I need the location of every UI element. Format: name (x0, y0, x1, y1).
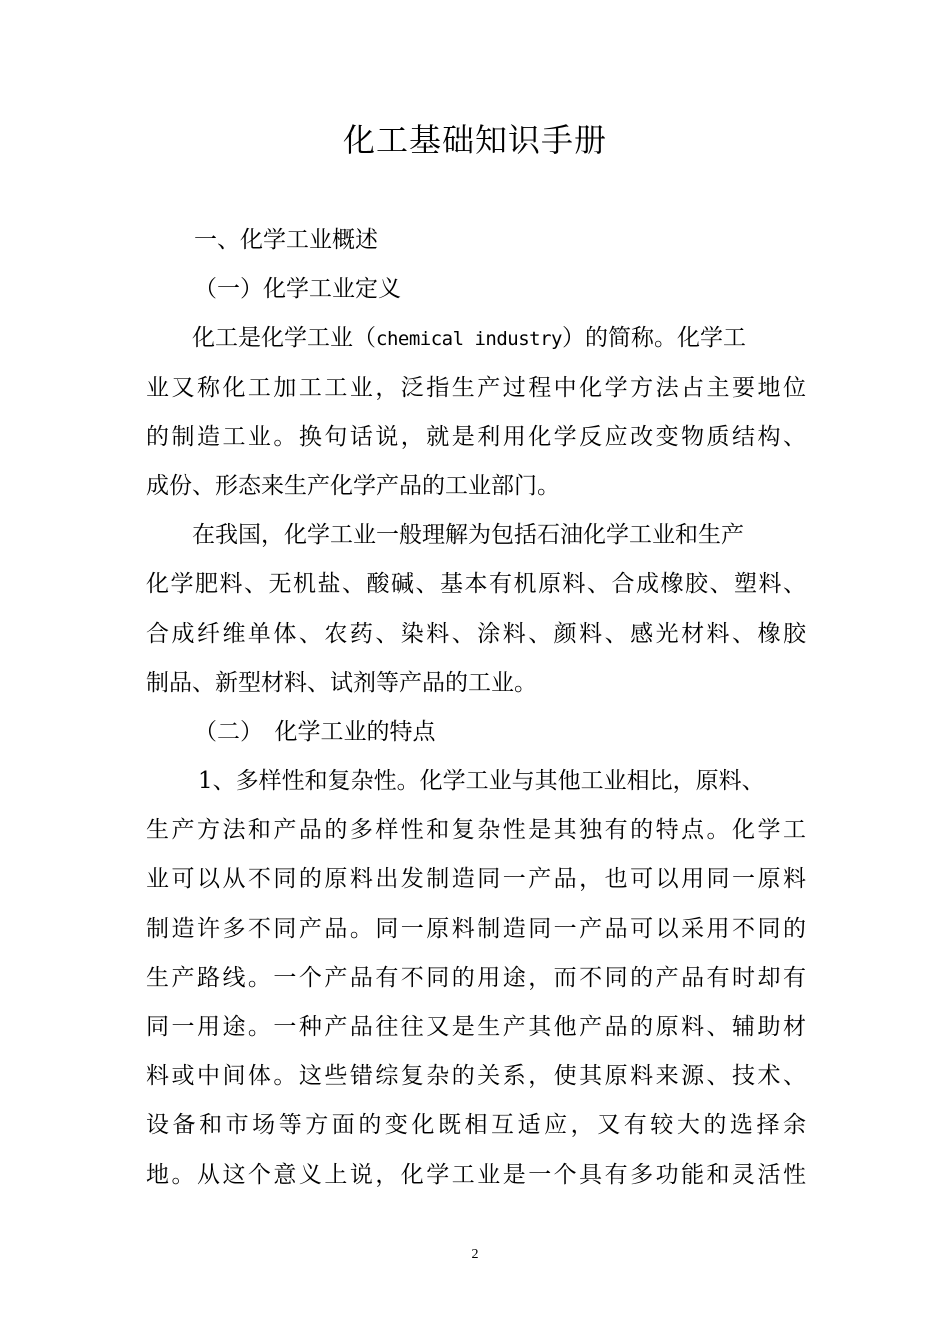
paragraph-scope-line: 合成纤维单体、农药、染料、涂料、颜料、感光材料、橡胶 (146, 620, 806, 647)
paragraph-scope-line: 化学肥料、无机盐、酸碱、基本有机原料、合成橡胶、塑料、 (146, 571, 806, 598)
english-term: chemical industry (376, 328, 562, 351)
paragraph-features-line: 同一用途。一种产品往往又是生产其他产品的原料、辅助材 (146, 1014, 806, 1040)
page-number: 2 (471, 1247, 479, 1262)
section-heading-definition: （一）化学工业定义 (194, 276, 401, 303)
paragraph-definition-line: 成份、形态来生产化学产品的工业部门。 (146, 472, 560, 499)
paragraph-features-line: 业可以从不同的原料出发制造同一产品，也可以用同一原料 (146, 866, 806, 893)
paragraph-features-line: 生产方法和产品的多样性和复杂性是其独有的特点。化学工 (146, 817, 806, 844)
paragraph-features-line: 设备和市场等方面的变化既相互适应，又有较大的选择余 (146, 1112, 806, 1139)
paragraph-definition-line (146, 314, 806, 363)
document-body (146, 216, 806, 1200)
paragraph-definition-line: 业又称化工加工工业，泛指生产过程中化学方法占主要地位 (146, 374, 806, 401)
section-heading-features: （二） 化学工业的特点 (194, 718, 436, 745)
paragraph-features-line: 制造许多不同产品。同一原料制造同一产品可以采用不同的 (146, 915, 806, 942)
paragraph-features-line: 生产路线。一个产品有不同的用途，而不同的产品有时却有 (146, 964, 806, 991)
paragraph-features-line: 地。从这个意义上说，化学工业是一个具有多功能和灵活性 (146, 1161, 806, 1188)
paragraph-scope-line: 在我国，化学工业一般理解为包括石油化学工业和生产 (192, 522, 744, 549)
document-title: 化工基础知识手册 (342, 121, 607, 159)
paragraph-text: ）的简称。化学工 (561, 325, 746, 352)
chapter-heading: 一、化学工业概述 (194, 227, 378, 253)
paragraph-features-line: 1、多样性和复杂性。化学工业与其他工业相比，原料、 (198, 768, 765, 795)
paragraph-scope-line: 制品、新型材料、试剂等产品的工业。 (146, 669, 537, 696)
paragraph-definition-line: 的制造工业。换句话说，就是利用化学反应改变物质结构、 (146, 423, 806, 450)
paragraph-features-line: 料或中间体。这些错综复杂的关系，使其原料来源、技术、 (146, 1063, 806, 1090)
paragraph-text: 化工是化学工业（ (192, 325, 376, 352)
